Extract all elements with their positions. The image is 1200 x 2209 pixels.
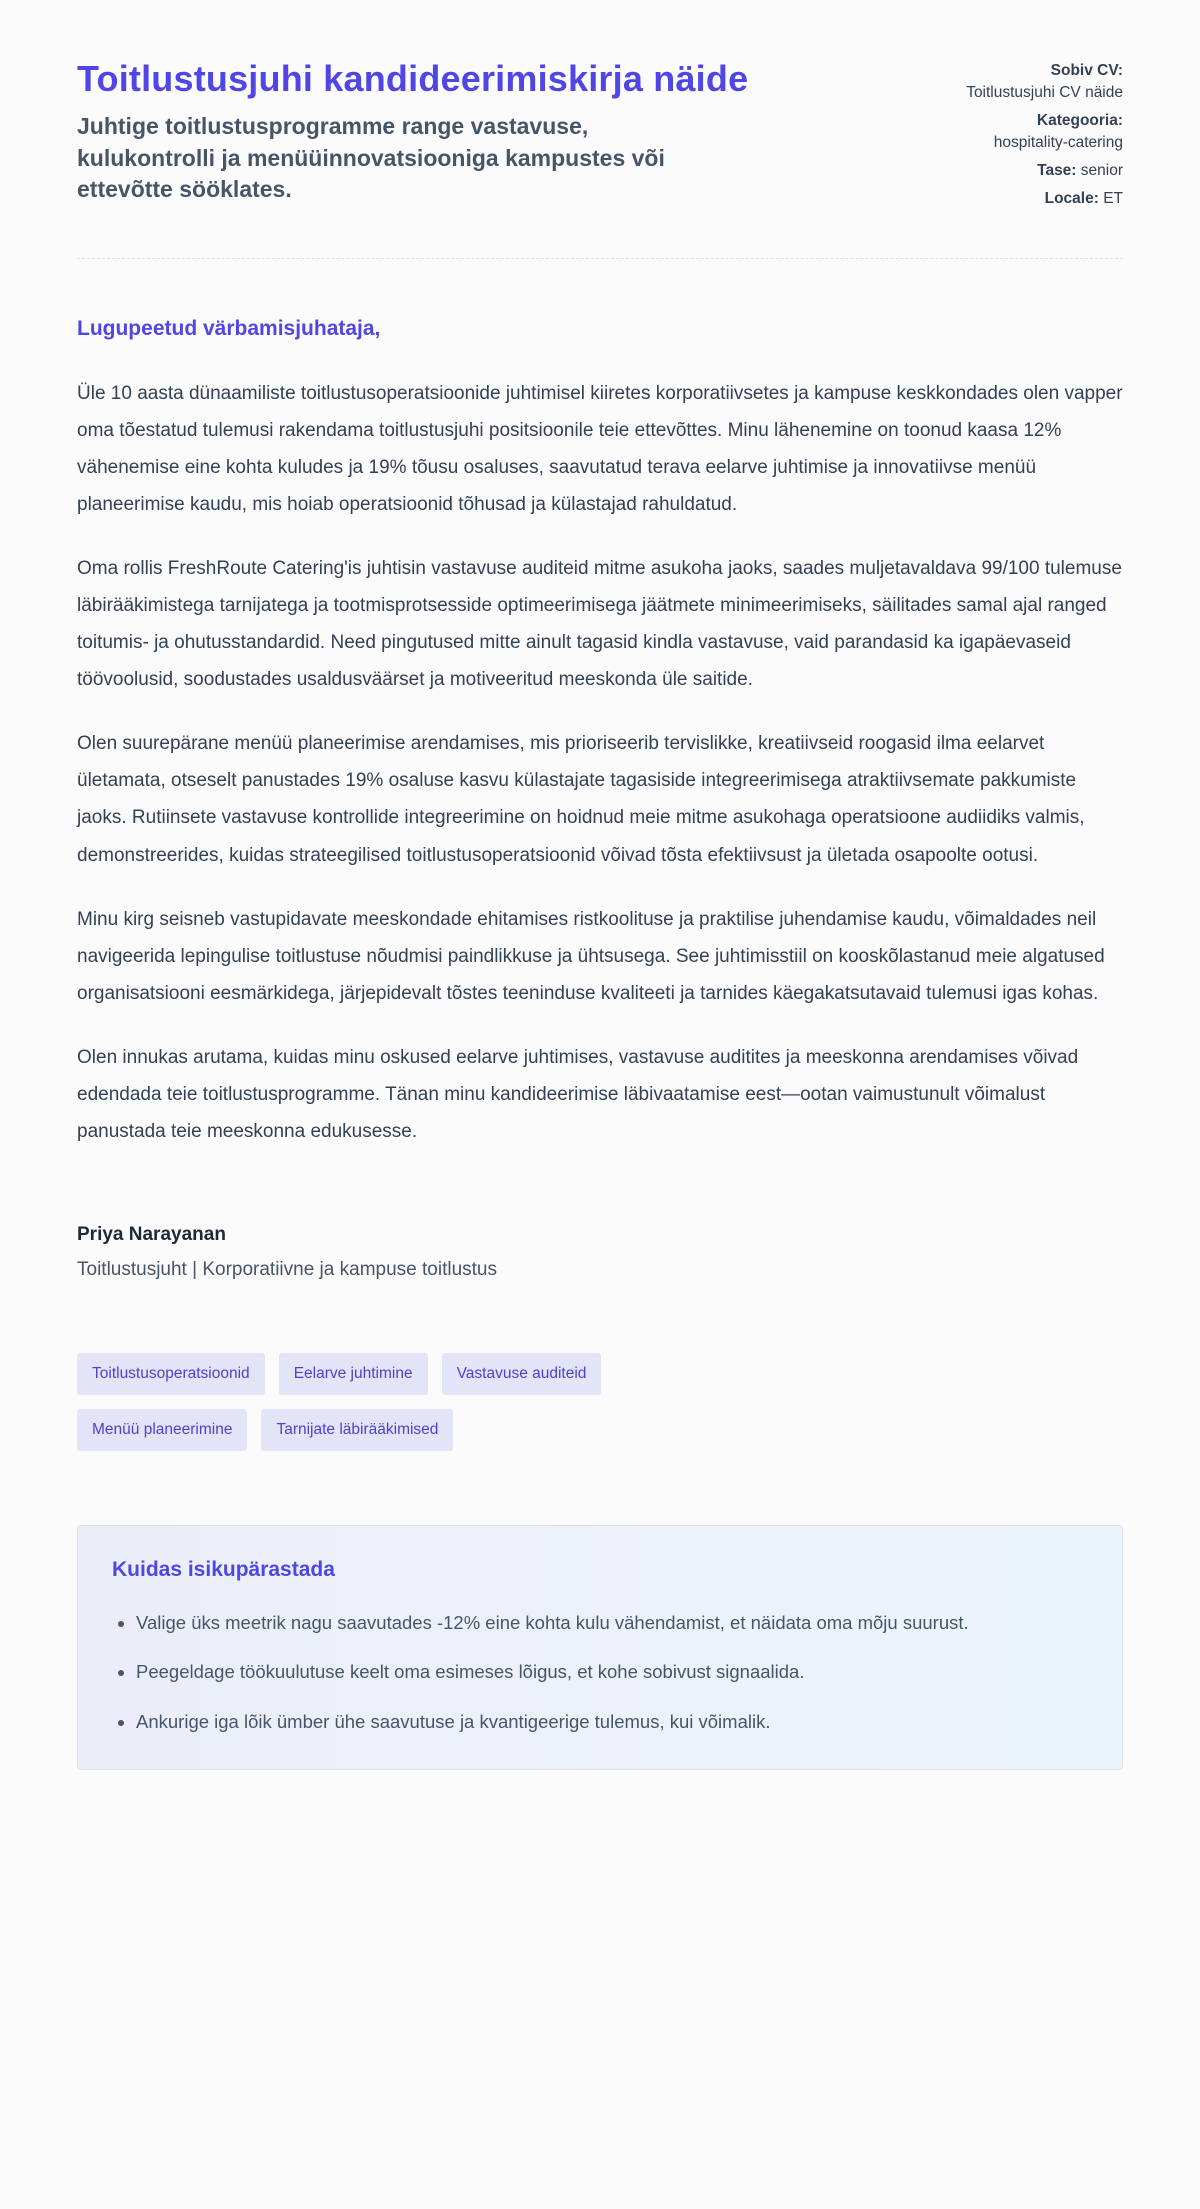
meta-level-label: Tase:: [1037, 162, 1077, 179]
letter-paragraph: Oma rollis FreshRoute Catering'is juhtisin vastavuse auditeid mitme asukoha jaoks, saades muljetavaldava 99/100 tulemuse läbirääkimistega tarnijatega ja tootmisprotsesside optimeerimisega jäätmete minimeerimiseks, säilitades samal ajal ranged toitumis- ja ohutusstandardid. Need pingutused mitte ainult tagasid kindla vastavuse, vaid parandasid ka igapäevaseid töövoolusid, soodustades usaldusväärset ja motiveeritud meeskonda üle saitide.: [77, 558, 1122, 691]
letter-paragraph: Olen innukas arutama, kuidas minu oskused eelarve juhtimises, vastavuse auditites ja meeskonna arendamises võivad edendada teie toitlustusprogramme. Tänan minu kandideerimise läbivaatamise eest—ootan vaimustunult võimalust panustada teie meeskonna edukusesse.: [77, 1046, 1079, 1142]
tips-box: [77, 1525, 1123, 1770]
signature-name: Priya Narayanan: [77, 1223, 226, 1245]
letter-paragraph: Minu kirg seisneb vastupidavate meeskondade ehitamises ristkoolituse ja praktilise juhendamise kaudu, võimaldades neil navigeerida lepingulise toitlustuse nõudmisi paindlikkuse ja ühtsusega. See juhtimisstiil on kooskõlastanud meie algatused organisatsiooni eesmärkidega, järjepidevalt tõstes teeninduse kvaliteeti ja tarnides käegakatsutavaid tulemusi igas kohas.: [77, 908, 1105, 1004]
letter-body: [77, 317, 1123, 1770]
signature-title: Toitlustusjuht | Korporatiivne ja kampuse toitlustus: [77, 1258, 497, 1280]
meta-locale-value: ET: [1103, 190, 1123, 207]
tag-chip[interactable]: Toitlustusoperatsioonid: [77, 1353, 265, 1395]
tip-item: • Valige üks meetrik nagu saavutades -12% eine kohta kulu vähendamist, et näidata oma mõju suurust.: [136, 1606, 1088, 1640]
meta-locale-label: Locale:: [1044, 190, 1099, 207]
greeting: Lugupeetud värbamisjuhataja,: [77, 317, 381, 340]
meta-level-value: senior: [1080, 162, 1123, 179]
page-title: Toitlustusjuhi kandideerimiskirja näide: [77, 58, 749, 99]
header: [77, 57, 1123, 216]
letter-paragraph: Üle 10 aasta dünaamiliste toitlustusoperatsioonide juhtimisel kiiretes korporatiivsetes ja kampuse keskkondades olen vapper oma tõestatud tulemusi rakendama toitlustusjuhi positsioonile teie ettevõttes. Minu lähenemine on toonud kaasa 12% vähenemise eine kohta kuludes ja 19% tõusu osaluses, saavutatud terava eelarve juhtimise ja innovatiivse menüü planeerimise kaudu, mis hoiab operatsioonid tõhusad ja külastajad rahuldatud.: [77, 383, 1123, 516]
meta-matching-cv-value: Toitlustusjuhi CV näide: [966, 84, 1123, 101]
page-subtitle: Juhtige toitlustusprogramme range vastavuse, kulukontrolli ja menüüinnovatsiooniga kampustes või ettevõtte sööklates.: [77, 112, 665, 203]
meta-category-value: hospitality-catering: [993, 134, 1123, 151]
tips-list: [112, 1606, 1088, 1739]
meta-category-label: Kategooria:: [1036, 112, 1123, 129]
divider: [77, 258, 1123, 259]
meta-matching-cv-label: Sobiv CV:: [1050, 62, 1123, 79]
tip-item: • Ankurige iga lõik ümber ühe saavutuse ja kvantigeerige tulemus, kui võimalik.: [136, 1705, 1088, 1739]
meta-panel: [963, 57, 1123, 216]
letter-paragraph: Olen suurepärane menüü planeerimise arendamises, mis prioriseerib tervislikke, kreatiivseid roogasid ilma eelarvet ületamata, otseselt panustades 19% osaluse kasvu külastajate tagasiside integreerimisega atraktiivsemate pakkumiste jaoks. Rutiinsete vastavuse kontrollide integreerimine on hoidnud meie mitme asukohaga operatsioone audiidiks valmis, demonstreerides, kuidas strateegilised toitlustusoperatsioonid võivad tõsta efektiivsust ja ületada osapoolte ootusi.: [77, 733, 1085, 866]
meta-locale: [963, 188, 1123, 210]
header-text: [77, 57, 748, 206]
letter-paragraphs: [77, 375, 1123, 1150]
tag-chip[interactable]: Vastavuse auditeid: [442, 1353, 602, 1395]
tip-item: • Peegeldage töökuulutuse keelt oma esimeses lõigus, et kohe sobivust signaalida.: [136, 1655, 1088, 1689]
tips-title: Kuidas isikupärastada: [112, 1558, 335, 1582]
meta-category: [963, 110, 1123, 154]
tag-chip[interactable]: Tarnijate läbirääkimised: [261, 1409, 453, 1451]
meta-level: [963, 160, 1123, 182]
tag-chip[interactable]: Eelarve juhtimine: [279, 1353, 428, 1395]
tag-list: [77, 1353, 767, 1451]
tag-chip[interactable]: Menüü planeerimine: [77, 1409, 247, 1451]
meta-matching-cv: [963, 60, 1123, 104]
